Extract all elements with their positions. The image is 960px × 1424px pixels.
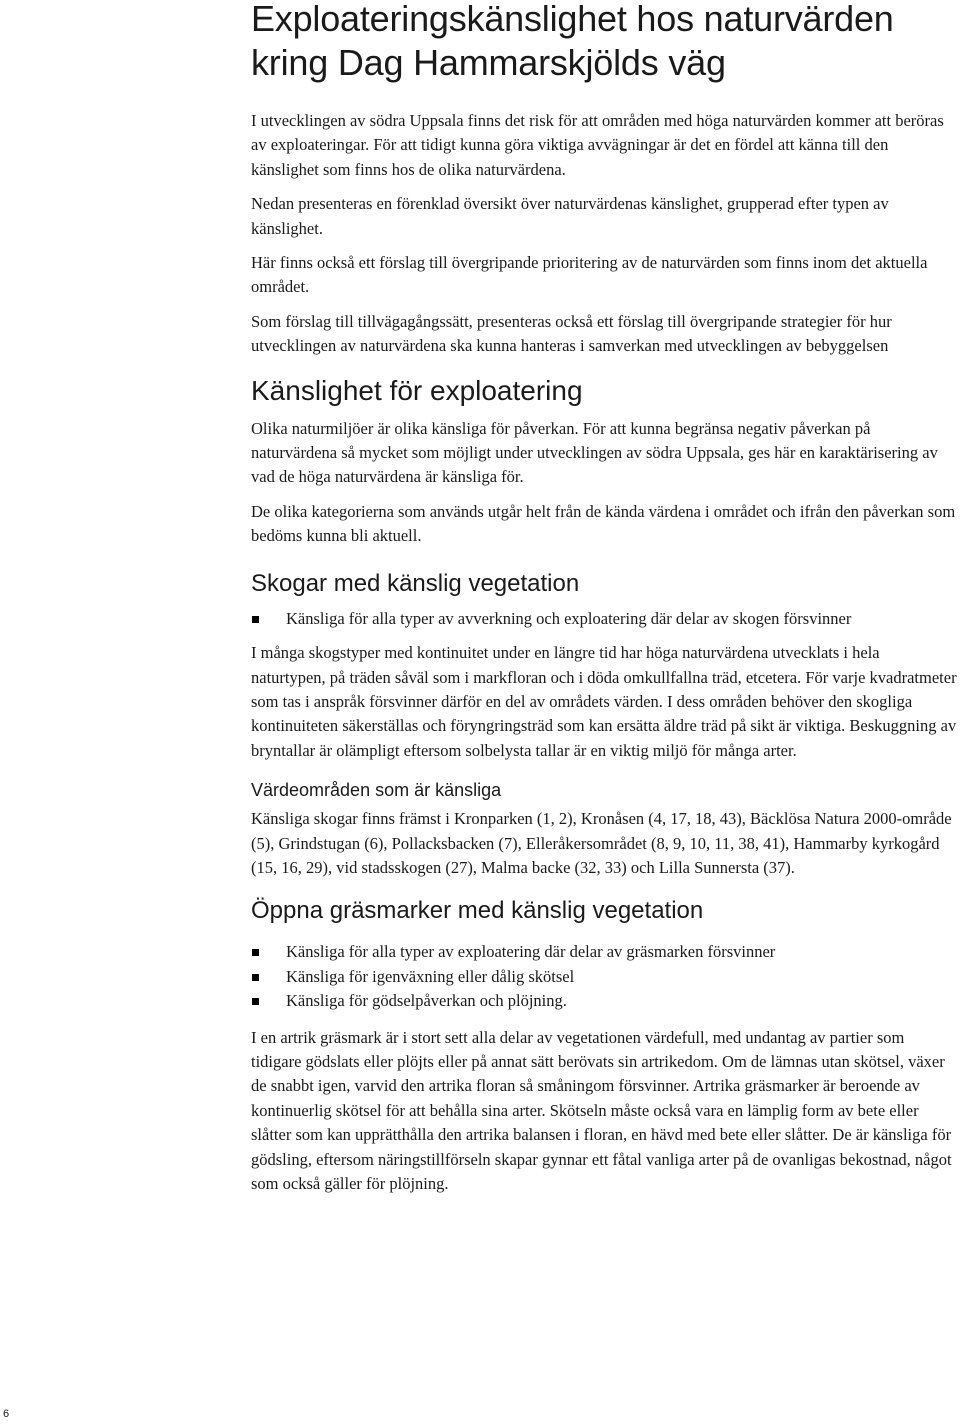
page-number: 6 <box>3 1408 10 1420</box>
list-item <box>251 965 957 989</box>
list-item-text: Känsliga för alla typer av exploatering där delar av gräsmarken försvinner <box>286 942 776 962</box>
page-title <box>251 0 957 85</box>
sensitivity-paragraph-2: De olika kategorierna som används utgår helt från de kända värdena i området och ifrån den påverkan som bedöms kunna bli aktuell. <box>251 501 956 546</box>
list-item-text: Känsliga för igenväxning eller dålig skötsel <box>286 966 575 986</box>
list-item-text: Känsliga för alla typer av avverkning och exploatering där delar av skogen försvinner <box>286 608 852 628</box>
grasslands-bullet-list <box>251 940 957 1013</box>
sub-heading-value-areas: Värdeområden som är känsliga <box>251 780 502 801</box>
square-bullet-icon <box>252 974 259 981</box>
section-heading-sensitivity: Känslighet för exploatering <box>251 374 583 406</box>
list-item-text: Känsliga för gödselpåverkan och plöjning. <box>286 991 567 1011</box>
value-areas-paragraph: Känsliga skogar finns främst i Kronparken (1, 2), Kronåsen (4, 17, 18, 43), Bäcklösa Natura 2000-område (5), Grindstugan (6), Pollacksbacken (7), Elleråkersområdet (8, 9, 10, 11, 38, 41), Hammarby kyrkogård (15, 16, 29), vid stadsskogen (27), Malma backe (32, 33) och Lilla Sunnersta (37). <box>251 809 952 877</box>
list-item <box>251 607 957 631</box>
intro-paragraph-1: I utvecklingen av södra Uppsala finns det risk för att områden med höga naturvärden kommer att beröras av exploateringar. För att tidigt kunna göra viktiga avvägningar är det en fördel att känna till den känslighet som finns hos de olika naturvärdena. <box>251 111 944 179</box>
page-content <box>251 0 957 1196</box>
square-bullet-icon <box>252 949 259 956</box>
section-heading-grasslands: Öppna gräsmarker med känslig vegetation <box>251 897 704 925</box>
square-bullet-icon <box>252 998 259 1005</box>
list-item <box>251 940 957 964</box>
page-title-line-2: kring Dag Hammarskjölds väg <box>251 42 726 83</box>
square-bullet-icon <box>252 616 259 623</box>
list-item <box>251 989 957 1013</box>
section-heading-forests: Skogar med känslig vegetation <box>251 569 580 597</box>
page-title-line-1: Exploateringskänslighet hos naturvärden <box>251 0 894 39</box>
intro-paragraph-4: Som förslag till tillvägagångssätt, presenteras också ett förslag till övergripande strategier för hur utvecklingen av naturvärdena ska kunna hanteras i samverkan med utvecklingen av bebyggelsen <box>251 311 892 356</box>
forests-paragraph: I många skogstyper med kontinuitet under en längre tid har höga naturvärdena utvecklats i hela naturtypen, på träden såväl som i markfloran och i döda omkullfallna träd, etcetera. För varje kvadratmeter som tas i anspråk försvinner därför en del av områdets värden. I dess områden behöver den skogliga kontinuiteten säkerställas och föryngringsträd som kan ersätta äldre träd på sikt är viktiga. Beskuggning av bryntallar är olämpligt eftersom solbelysta tallar är en viktig miljö för många arter. <box>251 643 957 760</box>
forests-bullet-list <box>251 607 957 631</box>
intro-paragraph-3: Här finns också ett förslag till övergripande prioritering av de naturvärden som finns inom det aktuella området. <box>251 253 928 297</box>
sensitivity-paragraph-1: Olika naturmiljöer är olika känsliga för påverkan. För att kunna begränsa negativ påverkan på naturvärdena så mycket som möjligt under utvecklingen av södra Uppsala, ges här en karaktärisering av vad de höga naturvärdena är känsliga för. <box>251 418 938 487</box>
grasslands-paragraph: I en artrik gräsmark är i stort sett alla delar av vegetationen värdefull, med undantag av partier som tidigare gödslats eller plöjts eller på annat sätt berövats sin artrikedom. Om de lämnas utan skötsel, växer de snabbt igen, varvid den artrika floran så småningom försvinner. Artrika gräsmarker är beroende av kontinuerlig skötsel för att behålla sina arter. Skötseln måste också vara en lämplig form av bete eller slåtter som kan upprätthålla den artrika balansen i floran, en hävd med bete eller slåtter. De är känsliga för gödsling, eftersom näringstillförseln skapar gynnar ett fåtal vanliga arter på de ovanligas bekostnad, något som också gäller för plöjning. <box>251 1027 952 1193</box>
intro-paragraph-2: Nedan presenteras en förenklad översikt över naturvärdenas känslighet, grupperad efter typen av känslighet. <box>251 194 889 238</box>
